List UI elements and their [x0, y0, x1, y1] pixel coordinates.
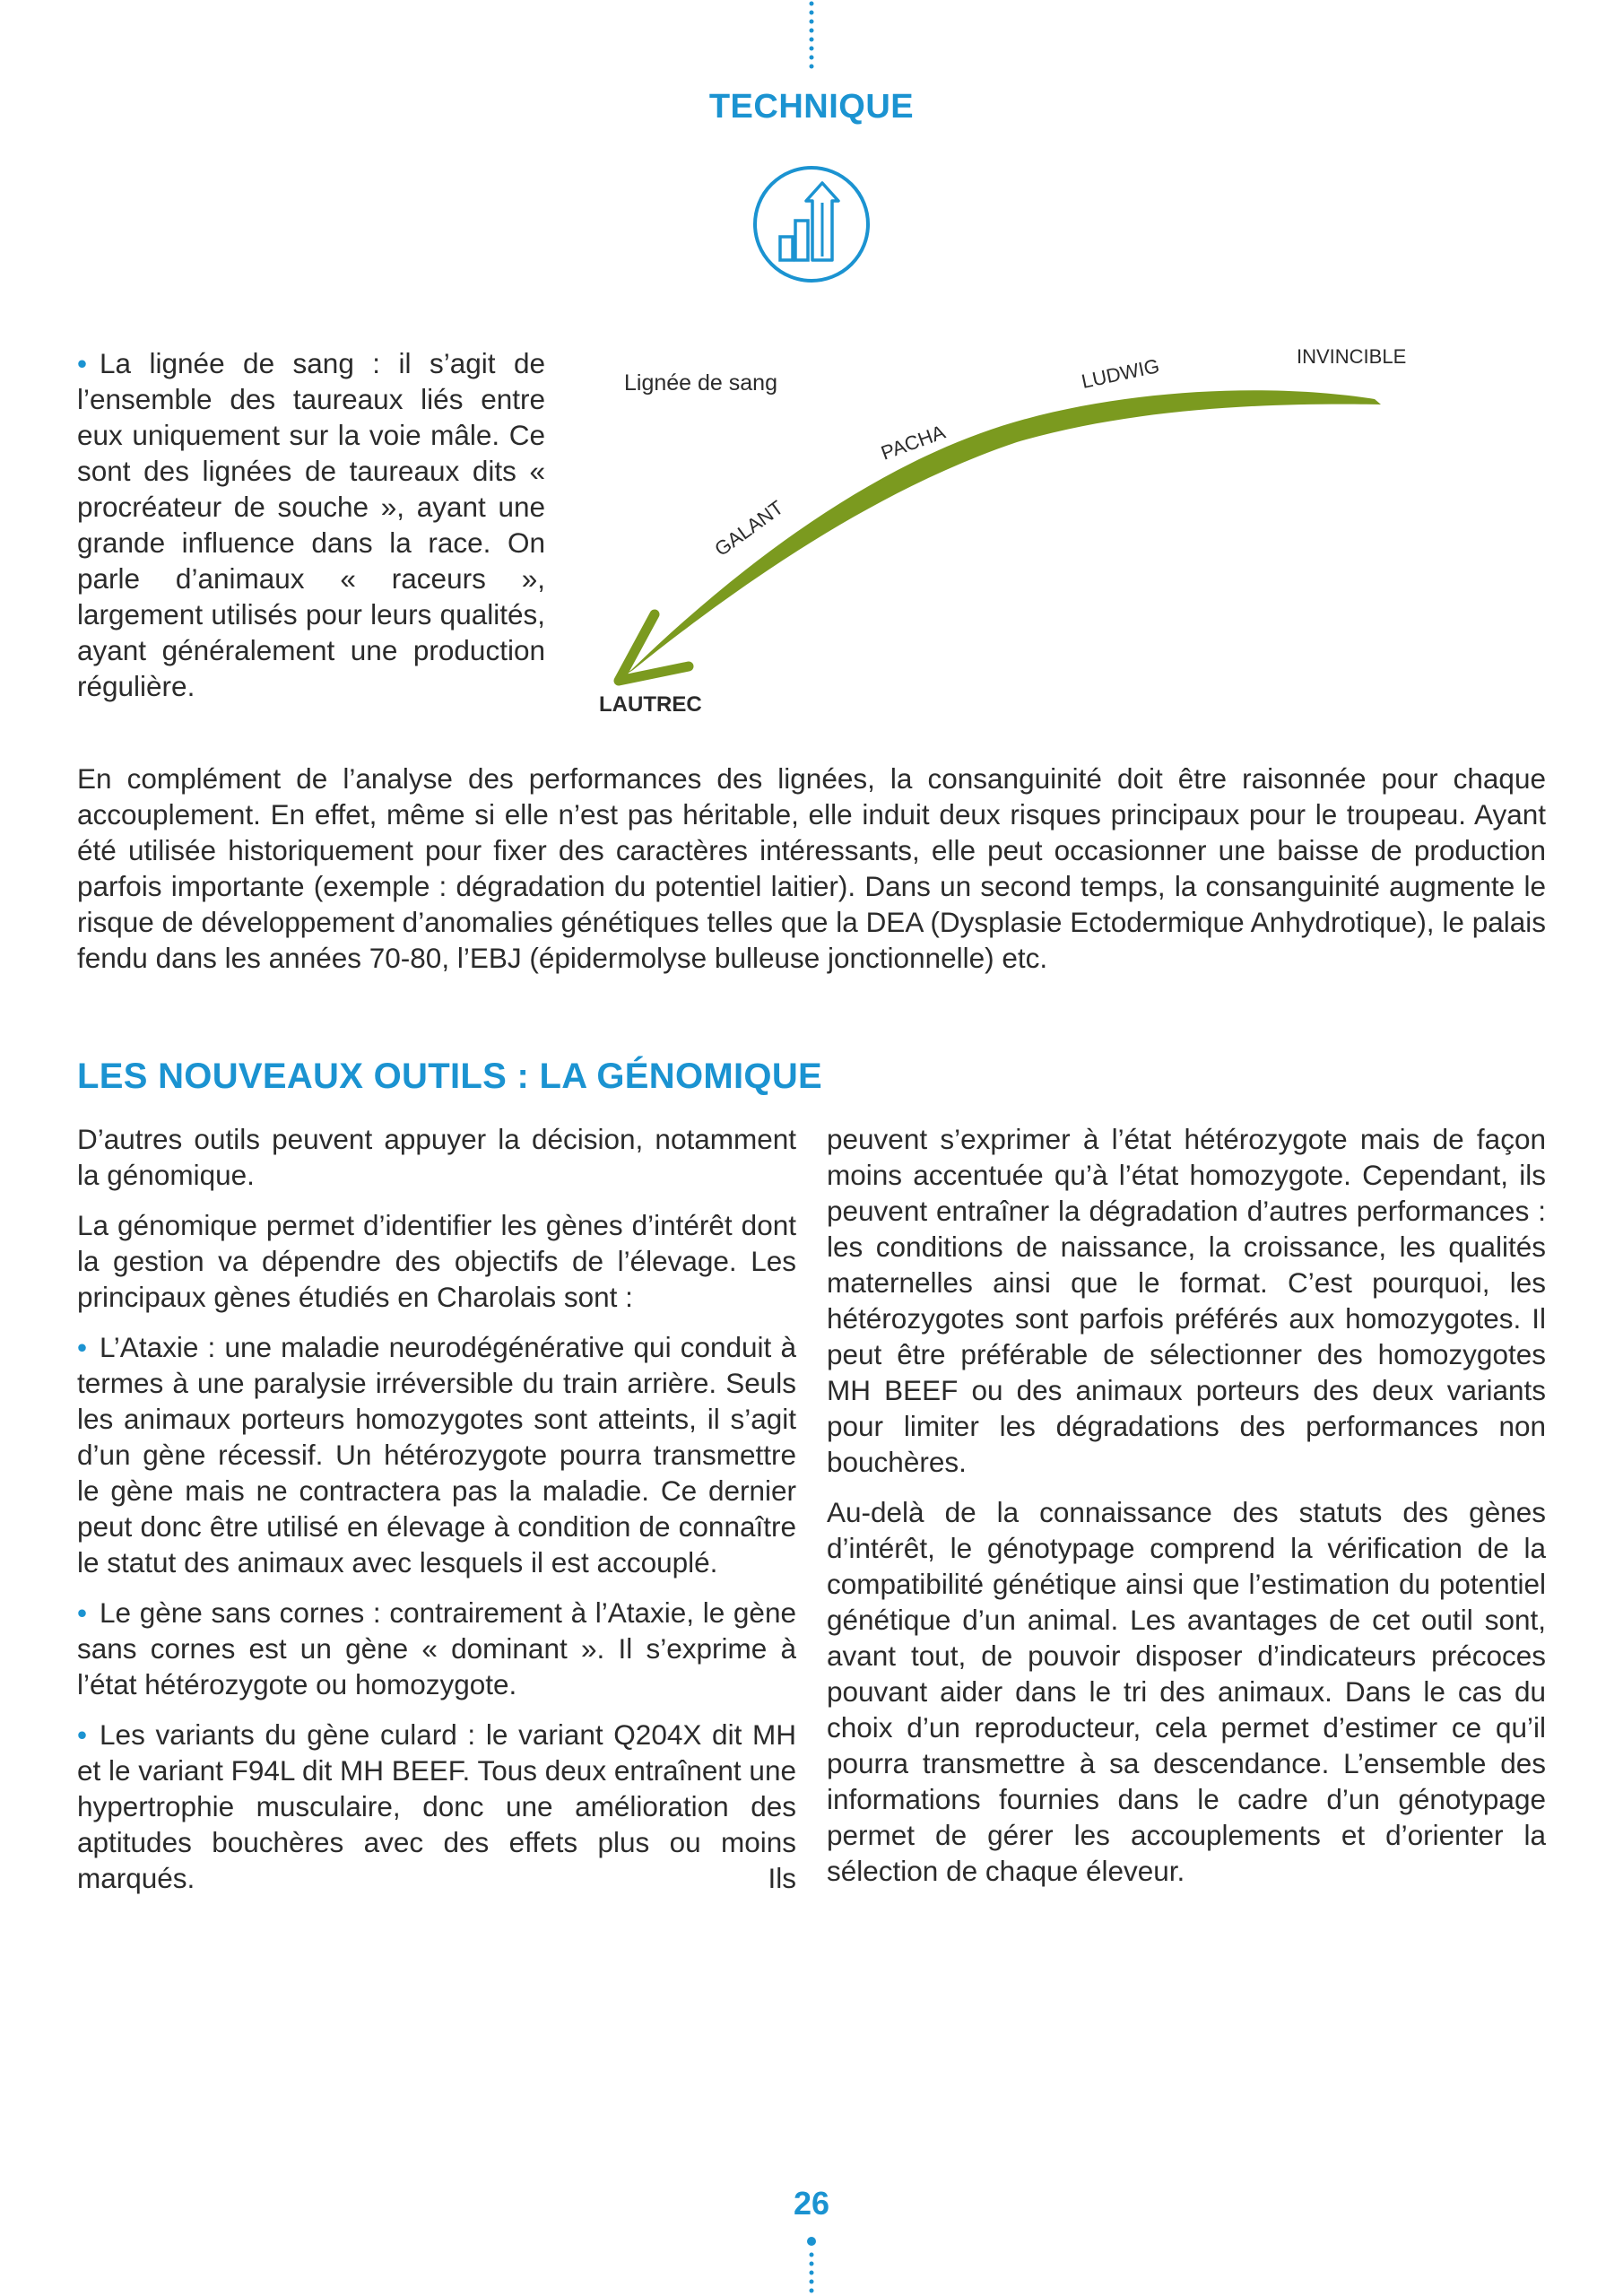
bullet-icon: •: [77, 347, 88, 379]
page-number: 26: [793, 2185, 830, 2222]
top-dotted-line: [807, 0, 816, 74]
rising-bar-chart-icon: [751, 163, 872, 285]
lineage-definition: [77, 345, 545, 704]
consanguinity-paragraph: En complément de l’analyse des performances des lignées, la consanguinité doit être raisonnée pour chaque accouplement. En effet, même si elle n’est pas héritable, elle induit deux risques principaux pour le troupeau. Ayant été utilisée historiquement pour fixer des caractères intéressants, elle peut occasionner une baisse de production parfois importante (exemple : dégradation du potentiel laitier). Dans un second temps, la consanguinité augmente le risque de développement d’anomalies génétiques telles que la DEA (Dysplasie Ectodermique Anhydrotique), le palais fendu dans les années 70-80, l’EBJ (épidermolyse bulleuse jonctionnelle) etc.: [77, 762, 1546, 974]
genomics-paragraph: La génomique permet d’identifier les gènes d’intérêt dont la gestion va dépendre des objectifs de l’élevage. Les principaux gènes étudiés en Charolais sont :: [77, 1209, 796, 1313]
genotyping-paragraph: Au-delà de la connaissance des statuts des gènes d’intérêt, le génotypage comprend la vérification de la compatibilité génétique ainsi que l’estimation du potentiel génétique d’un animal. Les avantages de cet outil sont, avant tout, de pouvoir disposer d’indicateurs précoces pouvant aider dans le tri des animaux. Dans le cas du choix d’un reproducteur, cela permet d’estimer ce qu’il pourra transmettre à sa descendance. L’ensemble des informations fournies dans le cadre d’un génotypage permet de gérer les accouplements et d’orienter la sélection de chaque éleveur.: [827, 1496, 1546, 1887]
culard-variants-text: Les variants du gène culard : le variant Q204X dit MH et le variant F94L dit MH BEEF. Tous deux entraînent une hypertrophie musculaire, donc une amélioration des aptitudes bouchères avec des effets plus ou moins marqués. Ils: [77, 1718, 796, 1894]
ataxia-bullet: [77, 1329, 796, 1580]
sire-name-lautrec: LAUTREC: [599, 692, 702, 717]
bottom-dotted-line: [807, 2235, 816, 2296]
right-column: [827, 1121, 1546, 1903]
ataxia-text: L’Ataxie : une maladie neurodégénérative qui conduit à termes à une paralysie irréversible du train arrière. Seuls les animaux porteurs homozygotes sont atteints, il s’agit d’un gène récessif. Un hétérozygote pourra transmettre le gène mais ne contractera pas la maladie. Ce dernier peut donc être utilisé en élevage à condition de connaître le statut des animaux avec lesquels il est accouplé.: [77, 1331, 796, 1578]
lineage-definition-text: La lignée de sang : il s’agit de l’ensemble des taureaux liés entre eux uniquement sur la voie mâle. Ce sont des lignées de taureaux dits « procréateur de souche », ayant une grande influence dans la race. On parle d’animaux « raceurs », largement utilisés pour leurs qualités, ayant généralement une production régulière.: [77, 347, 545, 702]
section-label: TECHNIQUE: [708, 88, 915, 126]
sire-name-galant: GALANT: [710, 496, 788, 561]
section-heading: LES NOUVEAUX OUTILS : LA GÉNOMIQUE: [77, 1057, 822, 1096]
sire-name-pacha: PACHA: [878, 420, 949, 465]
diagram-title: Lignée de sang: [624, 370, 777, 396]
intro-paragraph: D’autres outils peuvent appuyer la décision, notamment la génomique.: [77, 1123, 796, 1191]
bullet-icon: •: [77, 1596, 88, 1629]
lineage-arrowhead: [619, 614, 689, 681]
bullet-icon: •: [77, 1718, 88, 1751]
lineage-diagram: [592, 336, 1435, 731]
culard-variants-bullet: [77, 1717, 796, 1896]
left-column: [77, 1121, 796, 1910]
polled-gene-text: Le gène sans cornes : contrairement à l’Ataxie, le gène sans cornes est un gène « dominant ». Il s’exprime à l’état hétérozygote ou homozygote.: [77, 1596, 796, 1700]
sire-name-invincible: INVINCIBLE: [1297, 345, 1407, 368]
bullet-icon: •: [77, 1331, 88, 1363]
sire-name-ludwig: LUDWIG: [1079, 354, 1162, 393]
culard-continuation-paragraph: peuvent s’exprimer à l’état hétérozygote mais de façon moins accentuée qu’à l’état homozygote. Cependant, ils peuvent entraîner la dégradation d’autres performances : les conditions de naissance, la croissance, les qualités maternelles ainsi que le format. C’est pourquoi, les hétérozygotes sont parfois préférés aux homozygotes. Il peut être préférable de sélectionner des homozygotes MH BEEF ou des animaux porteurs des deux variants pour limiter les dégradations des performances non bouchères.: [827, 1123, 1546, 1478]
polled-gene-bullet: [77, 1595, 796, 1702]
